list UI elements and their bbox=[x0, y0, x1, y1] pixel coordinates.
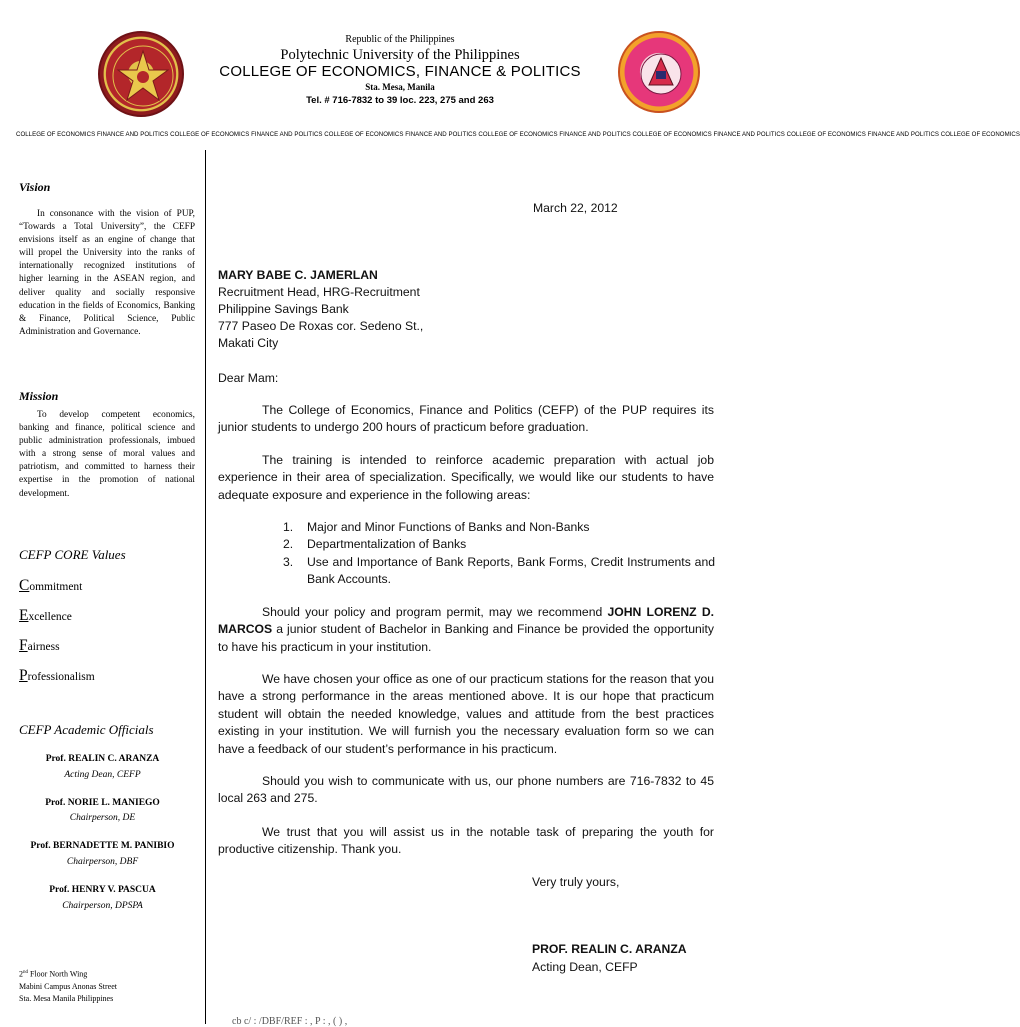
core-value-initial: F bbox=[19, 637, 28, 654]
salutation: Dear Mam: bbox=[218, 371, 279, 385]
paragraph-recommendation: Should your policy and program permit, may we recommend JOHN LORENZ D. MARCOS a junior student of Bachelor in Banking and Finance be provided the opportunity to have his practicum in your institution. bbox=[218, 605, 715, 654]
core-value-rest: xcellence bbox=[28, 611, 72, 623]
core-values-heading: CEFP CORE Values bbox=[19, 547, 126, 562]
header-ticker-band: COLLEGE OF ECONOMICS FINANCE AND POLITICS COLLEGE OF ECONOMICS FINANCE AND POLITICS COLLEGE OF ECONOMICS FINANCE AND POLITICS COLLEGE OF ECONOMICS FINANCE AND POLITICS COLLEGE OF ECONOMICS FINANCE AND POLITICS COLLEGE OF ECONOMICS FINANCE AND POLITICS COLLEGE OF ECONOMICS bbox=[16, 131, 1020, 138]
paragraph-practicum-requirement: The College of Economics, Finance and Politics (CEFP) of the PUP requires its junior students to undergo 200 hours of practicum before graduation. bbox=[218, 403, 714, 435]
list-item: 3. Use and Importance of Bank Reports, Bank Forms, Credit Instruments and Bank Accounts. bbox=[283, 554, 715, 587]
training-areas-list bbox=[283, 519, 715, 589]
address-line-2: Mabini Campus Anonas Street bbox=[19, 981, 117, 991]
paragraph-practicum-station: We have chosen your office as one of our practicum stations for the reason that you have a strong performance in the areas mentioned above. It is our hope that practicum student will obtain the needed knowledge, values and attitude from the best practices existing in your institution. We will furnish you the necessary evaluation form so we can have a feedback of our student’s performance in his practicum. bbox=[218, 672, 714, 756]
recipient-line: Philippine Savings Bank bbox=[218, 302, 349, 316]
reference-line: cb c/ : /DBF/REF : , P : , ( ) , bbox=[232, 1016, 348, 1027]
header-university: Polytechnic University of the Philippines bbox=[280, 47, 520, 63]
officials-heading: CEFP Academic Officials bbox=[19, 722, 154, 737]
official-title: Chairperson, DBF bbox=[66, 857, 139, 867]
core-value-professionalism bbox=[19, 667, 95, 685]
mission-text: To develop competent economics, banking and finance, political science and public administration professionals, imbued with a strong sense of moral values and patriotism, and committed to harness their expertise in the promotion of national development. bbox=[19, 410, 195, 499]
paragraph-closing: We trust that you will assist us in the notable task of preparing the youth for productive citizenship. Thank you. bbox=[218, 825, 714, 857]
recipient-line: Makati City bbox=[218, 336, 279, 350]
mission-heading: Mission bbox=[19, 389, 59, 403]
official-name: Prof. NORIE L. MANIEGO bbox=[45, 798, 160, 808]
core-value-rest: ommitment bbox=[29, 581, 83, 593]
cefp-seal-logo bbox=[618, 31, 700, 113]
core-value-initial: E bbox=[19, 607, 29, 624]
official-name: Prof. REALIN C. ARANZA bbox=[45, 754, 160, 764]
official-name: Prof. BERNADETTE M. PANIBIO bbox=[30, 841, 175, 851]
core-value-commitment bbox=[19, 577, 82, 595]
core-value-rest: rofessionalism bbox=[27, 671, 95, 683]
paragraph-contact: Should you wish to communicate with us, our phone numbers are 716-7832 to 45 local 263 and 275. bbox=[218, 774, 714, 806]
core-value-initial: C bbox=[19, 577, 30, 594]
vision-text: In consonance with the vision of PUP, “Towards a Total University”, the CEFP envisions itself as an engine of change that will propel the University into the ranks of internationally recognized institutions of higher learning in the ASEAN region, and deliver quality and socially responsive education in the fields of Economics, Banking & Finance, Political Science, Public Administration and Governance. bbox=[19, 209, 195, 337]
signatory-title: Acting Dean, CEFP bbox=[532, 960, 638, 974]
letter-date: March 22, 2012 bbox=[533, 201, 618, 215]
core-value-initial: P bbox=[19, 667, 28, 684]
list-item: 1. Major and Minor Functions of Banks and Non-Banks bbox=[283, 520, 590, 534]
recipient-line: 777 Paseo De Roxas cor. Sedeno St., bbox=[218, 319, 424, 333]
header-city: Sta. Mesa, Manila bbox=[365, 82, 435, 92]
signatory-name: PROF. REALIN C. ARANZA bbox=[532, 942, 687, 956]
recipient-line: Recruitment Head, HRG-Recruitment bbox=[218, 285, 420, 299]
recipient-name: MARY BABE C. JAMERLAN bbox=[218, 268, 378, 282]
student-name: JOHN LORENZ D. MARCOS bbox=[218, 605, 715, 637]
address-line-1: 2nd Floor North Wing bbox=[19, 969, 88, 979]
core-value-rest: airness bbox=[27, 641, 60, 653]
address-line-3: Sta. Mesa Manila Philippines bbox=[19, 993, 114, 1003]
header-telephone: Tel. # 716-7832 to 39 loc. 223, 275 and 263 bbox=[306, 95, 494, 106]
core-value-fairness bbox=[19, 637, 60, 655]
header-college: COLLEGE OF ECONOMICS, FINANCE & POLITICS bbox=[219, 63, 581, 80]
official-title: Chairperson, DE bbox=[69, 813, 136, 823]
pup-seal-logo bbox=[98, 31, 184, 117]
paragraph-training-purpose: The training is intended to reinforce academic preparation with actual job experience in their area of specialization. Specifically, we would like our students to have adequate exposure and experience in the following areas: bbox=[218, 453, 714, 502]
header-republic: Republic of the Philippines bbox=[345, 34, 455, 45]
official-title: Chairperson, DPSPA bbox=[62, 901, 143, 911]
sidebar-divider bbox=[205, 150, 206, 1024]
core-value-excellence bbox=[19, 607, 72, 625]
vision-heading: Vision bbox=[19, 180, 51, 194]
closing-phrase: Very truly yours, bbox=[532, 875, 620, 889]
official-name: Prof. HENRY V. PASCUA bbox=[49, 885, 156, 895]
list-item: 2. Departmentalization of Banks bbox=[283, 537, 467, 552]
official-title: Acting Dean, CEFP bbox=[64, 770, 141, 780]
office-address bbox=[19, 967, 117, 1005]
